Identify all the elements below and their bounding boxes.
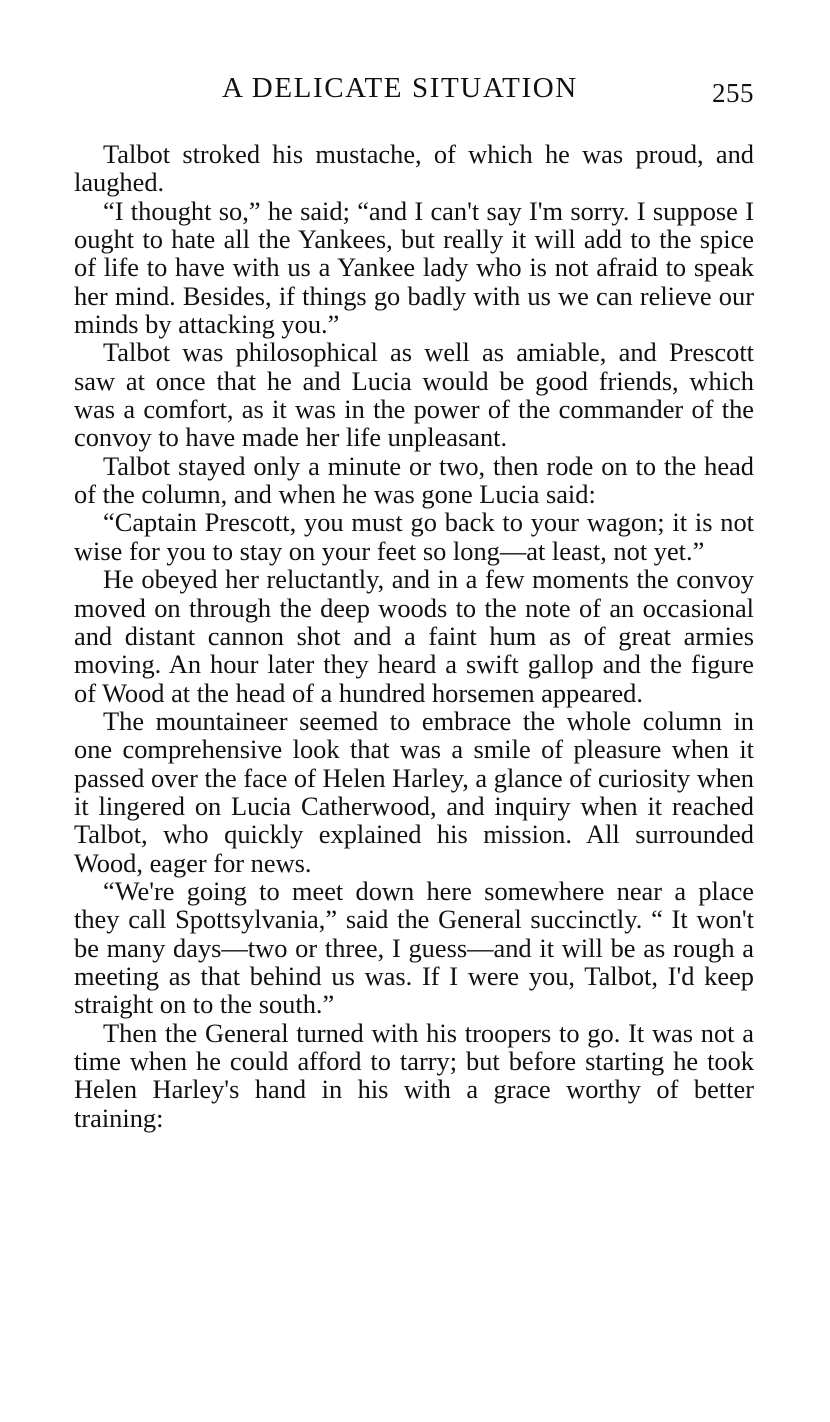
page-number: 255 bbox=[712, 78, 754, 108]
paragraph: The mountaineer seemed to embrace the whole column in one comprehensive look that was a smile of pleasure when it passed over the face of Helen Harley, a glance of curiosity when it lingered on Lucia Catherwood, and inquiry when it reached Talbot, who quickly explained his mission. All surrounded Wood, eager for news. bbox=[74, 705, 754, 878]
paragraph: “Captain Prescott, you must go back to your wagon; it is not wise for you to stay on your feet so long—at least, not yet.” bbox=[74, 507, 754, 566]
paragraph: “We're going to meet down here somewhere near a place they call Spottsylvania,” said the General succinctly. “ It won't be many days—two or three, I guess—and it will be as rough a meeting as that behind us was. If I were you, Talbot, I'd keep straight on to the south.” bbox=[74, 875, 754, 1020]
paragraph: “I thought so,” he said; “and I can't say I'm sorry. I suppose I ought to hate all the Yankees, but really it will add to the spice of life to have with us a Yankee lady who is not afraid to speak her mind. Besides, if things go badly with us we can relieve our minds by attacking you.” bbox=[74, 195, 754, 340]
body-text bbox=[74, 140, 754, 1132]
paragraph: Talbot was philosophical as well as amiable, and Prescott saw at once that he and Lucia would be good friends, which was a comfort, as it was in the power of the commander of the convoy to have made her life unpleasant. bbox=[74, 337, 754, 453]
paragraph: Talbot stroked his mustache, of which he was proud, and laughed. bbox=[74, 139, 754, 198]
paragraph: Then the General turned with his troopers to go. It was not a time when he could afford to tarry; but before starting he took Helen Harley's hand in his with a grace worthy of better training: bbox=[74, 1017, 754, 1133]
running-head bbox=[74, 72, 758, 112]
running-title: A DELICATE SITUATION bbox=[222, 72, 578, 104]
paragraph: Talbot stayed only a minute or two, then rode on to the head of the column, and when he was gone Lucia said: bbox=[74, 450, 754, 510]
paragraph: He obeyed her reluctantly, and in a few moments the convoy moved on through the deep woods to the note of an occasional and distant cannon shot and a faint hum as of great armies moving. An hour later they heard a swift gallop and the figure of Wood at the head of a hundred horsemen appeared. bbox=[74, 564, 754, 708]
